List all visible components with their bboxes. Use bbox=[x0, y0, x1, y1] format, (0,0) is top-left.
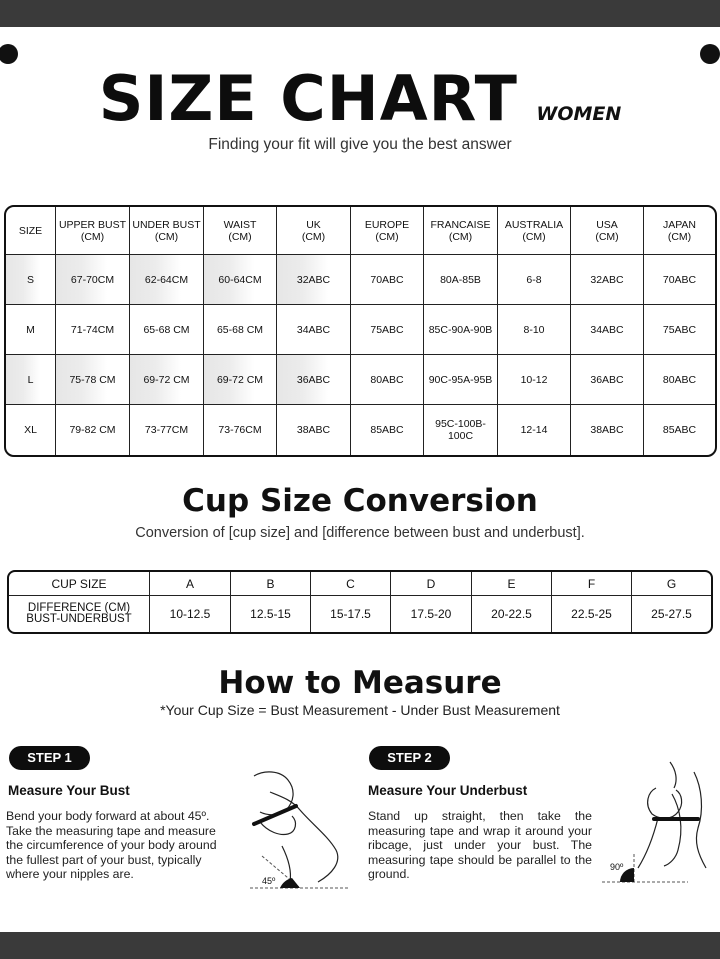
waist-cell: 60-64CM bbox=[204, 255, 277, 305]
step2-badge: STEP 2 bbox=[369, 746, 450, 770]
francaise-cell: 80A-85B bbox=[424, 255, 498, 305]
col-header-upper-bust: UPPER BUST (CM) bbox=[56, 207, 130, 255]
col-header-waist: WAIST (CM) bbox=[204, 207, 277, 255]
usa-cell: 32ABC bbox=[571, 255, 644, 305]
step2-heading: Measure Your Underbust bbox=[368, 783, 528, 798]
cup-letter-cell: C bbox=[311, 572, 391, 596]
cup-letter-cell: D bbox=[391, 572, 472, 596]
francaise-cell: 85C-90A-90B bbox=[424, 305, 498, 355]
europe-cell: 75ABC bbox=[351, 305, 424, 355]
japan-cell: 75ABC bbox=[644, 305, 715, 355]
step1-text: Bend your body forward at about 45º. Take the measuring tape and measure the circumference of your body around the fullest part of your bust, typically where your nipples are. bbox=[6, 809, 217, 881]
bust-measure-figure bbox=[240, 762, 350, 894]
difference-cell: 25-27.5 bbox=[651, 607, 692, 622]
size-table-header-row bbox=[6, 207, 715, 255]
usa-cell: 38ABC bbox=[571, 405, 644, 455]
waist-cell: 73-76CM bbox=[204, 405, 277, 455]
uk-cell: 32ABC bbox=[277, 255, 351, 305]
cup-conversion-heading: Cup Size Conversion bbox=[182, 483, 538, 519]
difference-cell: 12.5-15 bbox=[231, 596, 311, 632]
figure-front-outline bbox=[638, 818, 658, 868]
corner-dot-right bbox=[700, 44, 720, 64]
cup-letter-cell: G bbox=[632, 572, 711, 596]
upper-bust-cell: 75-78 CM bbox=[56, 355, 130, 405]
under-bust-cell: 62-64CM bbox=[130, 255, 204, 305]
size-cell: M bbox=[6, 305, 56, 355]
uk-cell: 36ABC bbox=[277, 355, 351, 405]
under-bust-cell: 69-72 CM bbox=[130, 355, 204, 405]
angle-wedge bbox=[280, 878, 300, 888]
japan-cell: 80ABC bbox=[644, 355, 715, 405]
cup-conversion-subtitle: Conversion of [cup size] and [difference between bust and underbust]. bbox=[135, 525, 585, 541]
francaise-cell: 95C-100B-100C bbox=[424, 405, 498, 455]
cup-letter-cell: E bbox=[472, 572, 552, 596]
col-header-uk: UK (CM) bbox=[277, 207, 351, 255]
cup-letter-cell: A bbox=[150, 572, 231, 596]
size-chart-table bbox=[4, 205, 717, 457]
upper-bust-cell: 71-74CM bbox=[56, 305, 130, 355]
difference-cell: 10-12.5 bbox=[150, 596, 231, 632]
corner-dot-left bbox=[0, 44, 18, 64]
size-cell: XL bbox=[6, 405, 56, 455]
australia-cell: 8-10 bbox=[498, 305, 571, 355]
difference-row bbox=[9, 596, 711, 632]
japan-cell: 70ABC bbox=[644, 255, 715, 305]
difference-cell: 20-22.5 bbox=[472, 596, 552, 632]
usa-cell: 34ABC bbox=[571, 305, 644, 355]
under-bust-cell: 65-68 CM bbox=[130, 305, 204, 355]
australia-cell: 6-8 bbox=[498, 255, 571, 305]
europe-cell: 85ABC bbox=[351, 405, 424, 455]
size-cell: S bbox=[6, 255, 56, 305]
page-title-tag: WOMEN bbox=[536, 103, 622, 125]
europe-cell: 80ABC bbox=[351, 355, 424, 405]
how-to-measure-heading: How to Measure bbox=[218, 665, 502, 701]
col-header-francaise: FRANCAISE (CM) bbox=[424, 207, 498, 255]
col-header-australia: AUSTRALIA (CM) bbox=[498, 207, 571, 255]
australia-cell: 12-14 bbox=[498, 405, 571, 455]
europe-cell: 70ABC bbox=[351, 255, 424, 305]
difference-cell: 15-17.5 bbox=[311, 596, 391, 632]
angle-label-90: 90º bbox=[610, 862, 624, 872]
francaise-cell: 90C-95A-95B bbox=[424, 355, 498, 405]
table-row bbox=[6, 305, 715, 355]
figure-neck-outline bbox=[670, 762, 676, 788]
step1-heading: Measure Your Bust bbox=[8, 783, 130, 798]
difference-label: DIFFERENCE (CM) BUST-UNDERBUST bbox=[9, 596, 150, 632]
cup-conversion-table bbox=[7, 570, 713, 634]
how-to-measure-subtitle: *Your Cup Size = Bust Measurement - Under Bust Measurement bbox=[160, 702, 560, 718]
col-header-under-bust: UNDER BUST (CM) bbox=[130, 207, 204, 255]
angle-label-45: 45º bbox=[262, 876, 276, 886]
col-header-japan: JAPAN (CM) bbox=[644, 207, 715, 255]
difference-cell: 22.5-25 bbox=[552, 596, 632, 632]
table-row bbox=[6, 355, 715, 405]
step2-text: Stand up straight, then take the measuring tape and wrap it around your ribcage, just under your bust. The measuring tape should be parallel to the ground. bbox=[368, 809, 592, 881]
col-header-usa: USA (CM) bbox=[571, 207, 644, 255]
col-header-size: SIZE bbox=[6, 207, 56, 255]
page-subtitle: Finding your fit will give you the best answer bbox=[208, 136, 512, 153]
japan-cell: 85ABC bbox=[662, 424, 697, 436]
under-bust-cell: 73-77CM bbox=[130, 405, 204, 455]
figure-arm-outline bbox=[664, 794, 681, 866]
measuring-tape bbox=[254, 806, 296, 824]
size-cell: L bbox=[6, 355, 56, 405]
cup-size-row bbox=[9, 572, 711, 596]
col-header-europe: EUROPE (CM) bbox=[351, 207, 424, 255]
upper-bust-cell: 67-70CM bbox=[56, 255, 130, 305]
underbust-measure-figure bbox=[598, 758, 714, 888]
cup-letter-cell: F bbox=[552, 572, 632, 596]
figure-body-outline bbox=[270, 792, 338, 882]
usa-cell: 36ABC bbox=[571, 355, 644, 405]
top-border-bar bbox=[0, 0, 720, 27]
australia-cell: 10-12 bbox=[498, 355, 571, 405]
table-row bbox=[6, 405, 715, 455]
upper-bust-cell: 79-82 CM bbox=[56, 405, 130, 455]
cup-letter-cell: B bbox=[231, 572, 311, 596]
page-title: SIZE CHART bbox=[98, 62, 518, 135]
step1-badge: STEP 1 bbox=[9, 746, 90, 770]
bottom-border-bar bbox=[0, 932, 720, 959]
waist-cell: 69-72 CM bbox=[204, 355, 277, 405]
table-row bbox=[6, 255, 715, 305]
uk-cell: 34ABC bbox=[277, 305, 351, 355]
cup-size-label: CUP SIZE bbox=[9, 572, 150, 596]
page-title-row bbox=[0, 62, 720, 135]
difference-cell: 17.5-20 bbox=[391, 596, 472, 632]
uk-cell: 38ABC bbox=[277, 405, 351, 455]
waist-cell: 65-68 CM bbox=[204, 305, 277, 355]
